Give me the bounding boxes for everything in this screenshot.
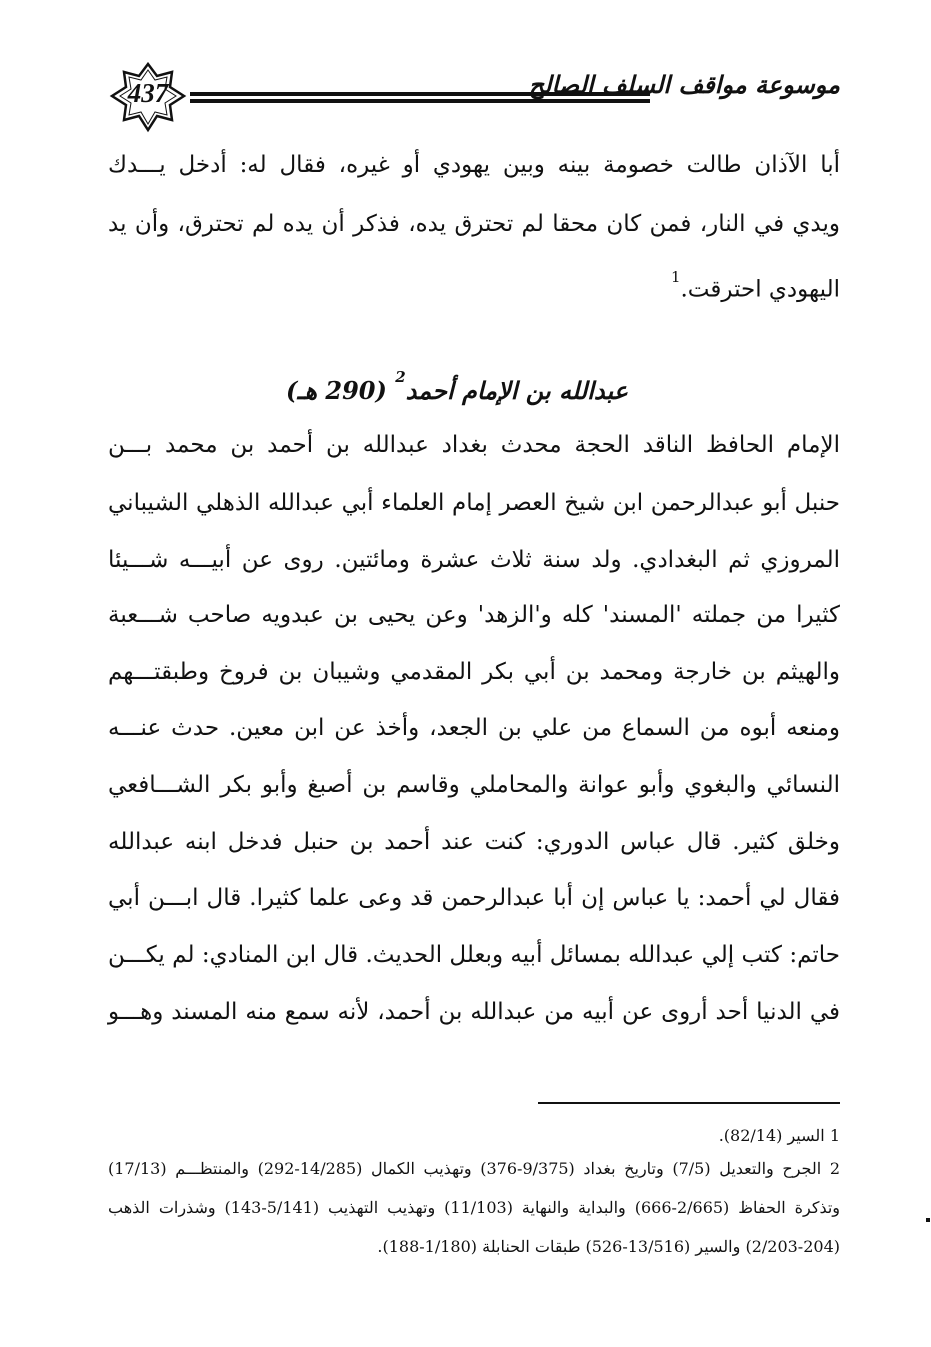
text-line: حنبل أبو عبدالرحمن ابن شيخ العصر إمام العلماء أبي عبدالله الذهلي الشيباني (108, 490, 840, 516)
text-line: أبا الآذان طالت خصومة بينه وبين يهودي أو غيره، فقال له: أدخل يـــدك (108, 152, 840, 178)
text-line: والهيثم بن خارجة ومحمد بن أبي بكر المقدمي وشيبان بن فروخ وطبقتـــهم (108, 659, 840, 685)
text-line: وخلق كثير. قال عباس الدوري: كنت عند أحمد بن حنبل فدخل ابنه عبدالله (108, 829, 840, 855)
section-title: عبدالله بن الإمام أحمد (405, 376, 628, 405)
text-line: النسائي والبغوي وأبو عوانة والمحاملي وقاسم بن أصبغ وأبو بكر الشـــافعي (108, 772, 840, 798)
section-year: (290 هـ) (286, 376, 387, 405)
text-line: المروزي ثم البغدادي. ولد سنة ثلاث عشرة ومائتين. روى عن أبيـــه شـــيئا (108, 547, 840, 573)
running-title: موسوعة مواقف السلف الصالح (528, 70, 840, 99)
footnote: وتذكرة الحفاظ (2/665-666) والبداية والنهاية (11/103) وتهذيب التهذيب (5/141-143) وشذرات الذهب (108, 1198, 841, 1217)
page-header (100, 62, 840, 134)
footnote-marker: 1 (670, 268, 681, 286)
page-number: 437 (127, 78, 169, 108)
text-line: حاتم: كتب إلي عبدالله بمسائل أبيه وبعلل الحديث. قال ابن المنادي: لم يكـــن (108, 942, 840, 968)
text-line: ومنعه أبوه من السماع من علي بن الجعد، وأخذ عن ابن معين. حدث عنـــه (108, 715, 840, 741)
text-line: فقال لي أحمد: يا عباس إن أبا عبدالرحمن قد وعى علما كثيرا. قال ابـــن أبي (108, 885, 840, 911)
text-line: كثيرا من جملته 'المسند' كله و'الزهد' وعن يحيى بن عبدويه صاحب شـــعبة (108, 602, 840, 628)
text-line: ويدي في النار، فمن كان محقا لم تحترق يده، فذكر أن يده لم تحترق، وأن يد (108, 211, 840, 237)
footnote: 2 الجرح والتعديل (7/5) وتاريخ بغداد (9/375-376) وتهذيب الكمال (14/285-292) والمنتظـــم (17/13) (108, 1159, 840, 1178)
footnote-marker: 2 (395, 368, 406, 386)
footnote: (2/203-204) والسير (13/516-526) طبقات الحنابلة (1/180-188). (377, 1237, 840, 1256)
footnote: 1 السير (82/14). (718, 1126, 840, 1145)
page-number-badge (108, 62, 188, 134)
text-line-content: اليهودي احترقت. (680, 276, 840, 303)
text-line: الإمام الحافظ الناقد الحجة محدث بغداد عبدالله بن أحمد بن محمد بـــن (108, 432, 840, 458)
footnote-divider (538, 1102, 840, 1104)
text-line: في الدنيا أحد أروى عن أبيه من عبدالله بن أحمد، لأنه سمع منه المسند وهـــو (108, 999, 840, 1025)
scan-mark (926, 1218, 930, 1222)
section-heading (108, 368, 628, 408)
text-line (108, 268, 840, 305)
